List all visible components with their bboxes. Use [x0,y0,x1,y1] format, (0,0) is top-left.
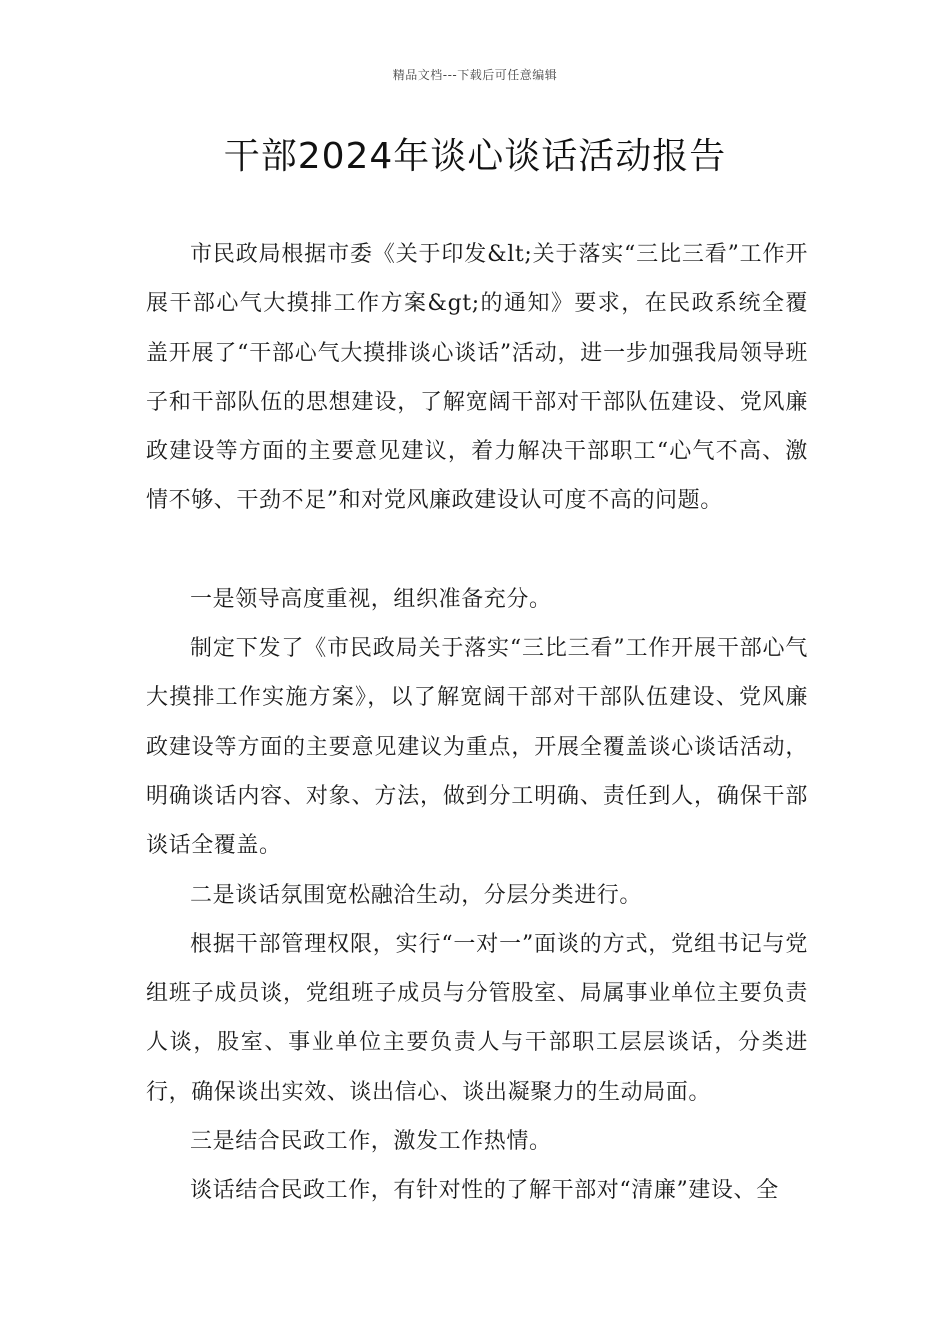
intro-paragraph: 市民政局根据市委《关于印发&lt;关于落实“三比三看”工作开展干部心气大摸排工作方案&gt;的通知》要求，在民政系统全覆盖开展了“干部心气大摸排谈心谈话”活动，进一步加强我局领导班子和干部队伍的思想建设，了解宽阔干部对干部队伍建设、党风廉政建设等方面的主要意见建议，着力解决干部职工“心气不高、激情不够、干劲不足”和对党风廉政建设认可度不高的问题。 [146,242,808,514]
paragraph-spacer [146,526,808,575]
document-title: 干部2024年谈心谈话活动报告 [223,136,727,177]
section-3-heading: 三是结合民政工作，激发工作热情。 [190,1129,552,1155]
section-2-paragraph: 根据干部管理权限，实行“一对一”面谈的方式，党组书记与党组班子成员谈，党组班子成员与分管股室、局属事业单位主要负责人谈，股室、事业单位主要负责人与干部职工层层谈话，分类进行，确保谈出实效、谈出信心、谈出凝聚力的生动局面。 [146,931,808,1105]
section-1-heading: 一是领导高度重视，组织准备充分。 [190,586,552,612]
section-3-paragraph: 谈话结合民政工作，有针对性的了解干部对“清廉”建设、全 [190,1178,779,1204]
document-body [146,230,808,1216]
page-header: 精品文档---下载后可任意编辑 [392,68,558,82]
section-1-paragraph: 制定下发了《市民政局关于落实“三比三看”工作开展干部心气大摸排工作实施方案》，以了解宽阔干部对干部队伍建设、党风廉政建设等方面的主要意见建议为重点，开展全覆盖谈心谈话活动，明确谈话内容、对象、方法，做到分工明确、责任到人，确保干部谈话全覆盖。 [146,636,808,859]
section-2-heading: 二是谈话氛围宽松融洽生动，分层分类进行。 [190,882,643,908]
